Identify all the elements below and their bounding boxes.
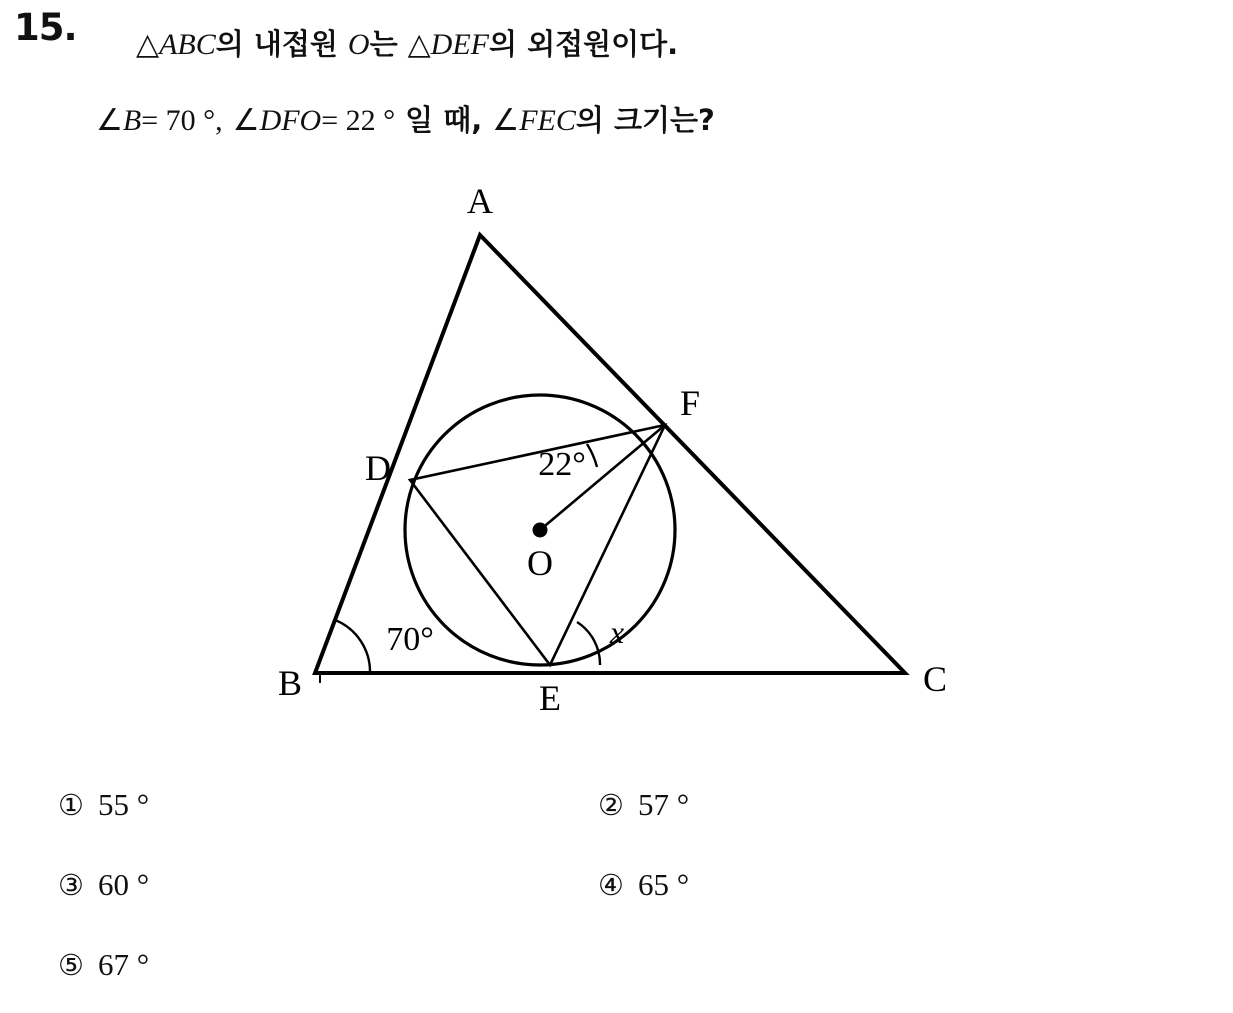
label-abc: ABC — [159, 28, 216, 61]
choice-5-marker: ⑤ — [58, 948, 84, 982]
angle-symbol-1: ∠ — [96, 104, 123, 137]
question-line-1 — [136, 22, 678, 63]
choice-3-marker: ③ — [58, 868, 84, 902]
text-when: 일 때, — [405, 103, 483, 137]
angle-symbol-2: ∠ — [232, 104, 260, 137]
label-point-a: A — [467, 181, 493, 221]
label-angle-b: 70° — [386, 621, 434, 658]
choice-4[interactable] — [598, 867, 689, 903]
label-point-o: O — [527, 543, 553, 583]
label-b: B — [122, 104, 142, 137]
choice-3-label: 60 ° — [98, 867, 150, 902]
choice-3[interactable] — [58, 867, 149, 903]
choice-5[interactable] — [58, 947, 149, 983]
text-is: 는 — [369, 27, 398, 61]
label-point-e: E — [539, 678, 561, 718]
label-angle-x: x — [609, 614, 625, 650]
text-inscribed-circle: 의 내접원 — [215, 27, 338, 61]
choice-4-marker: ④ — [598, 868, 624, 902]
question-line-2 — [96, 98, 715, 139]
label-point-c: C — [922, 659, 948, 699]
angle-symbol-3: ∠ — [492, 104, 520, 137]
choice-1-label: 55 ° — [98, 787, 150, 822]
geometry-figure — [250, 175, 970, 745]
choice-4-label: 65 ° — [638, 867, 690, 902]
triangle-symbol-def: △ — [407, 28, 431, 61]
center-point-o — [533, 523, 548, 538]
label-point-d: D — [365, 448, 391, 488]
answer-choices — [0, 775, 1233, 1005]
triangle-abc — [315, 235, 905, 673]
angle-arc-b — [336, 620, 370, 673]
choice-5-label: 67 ° — [98, 947, 150, 982]
choice-2-marker: ② — [598, 788, 624, 822]
text-size-question: 의 크기는? — [575, 103, 715, 137]
label-dfo: DFO — [259, 104, 322, 137]
angle-arc-f — [587, 444, 597, 467]
choice-1-marker: ① — [58, 788, 84, 822]
question-number: 15. — [14, 6, 77, 49]
choice-2[interactable] — [598, 787, 689, 823]
label-o: O — [347, 28, 370, 61]
triangle-symbol-abc: △ — [136, 28, 160, 61]
label-def: DEF — [430, 28, 489, 61]
label-point-b: B — [277, 663, 303, 703]
value-angle-b: = 70 °, — [141, 104, 223, 137]
label-point-f: F — [679, 383, 701, 423]
value-angle-dfo: = 22 ° — [321, 104, 396, 137]
text-circumscribed-tail: 의 외접원이다. — [489, 27, 679, 61]
label-angle-dfo: 22° — [538, 446, 586, 483]
choice-1[interactable] — [58, 787, 149, 823]
label-fec: FEC — [519, 104, 576, 137]
choice-2-label: 57 ° — [638, 787, 690, 822]
